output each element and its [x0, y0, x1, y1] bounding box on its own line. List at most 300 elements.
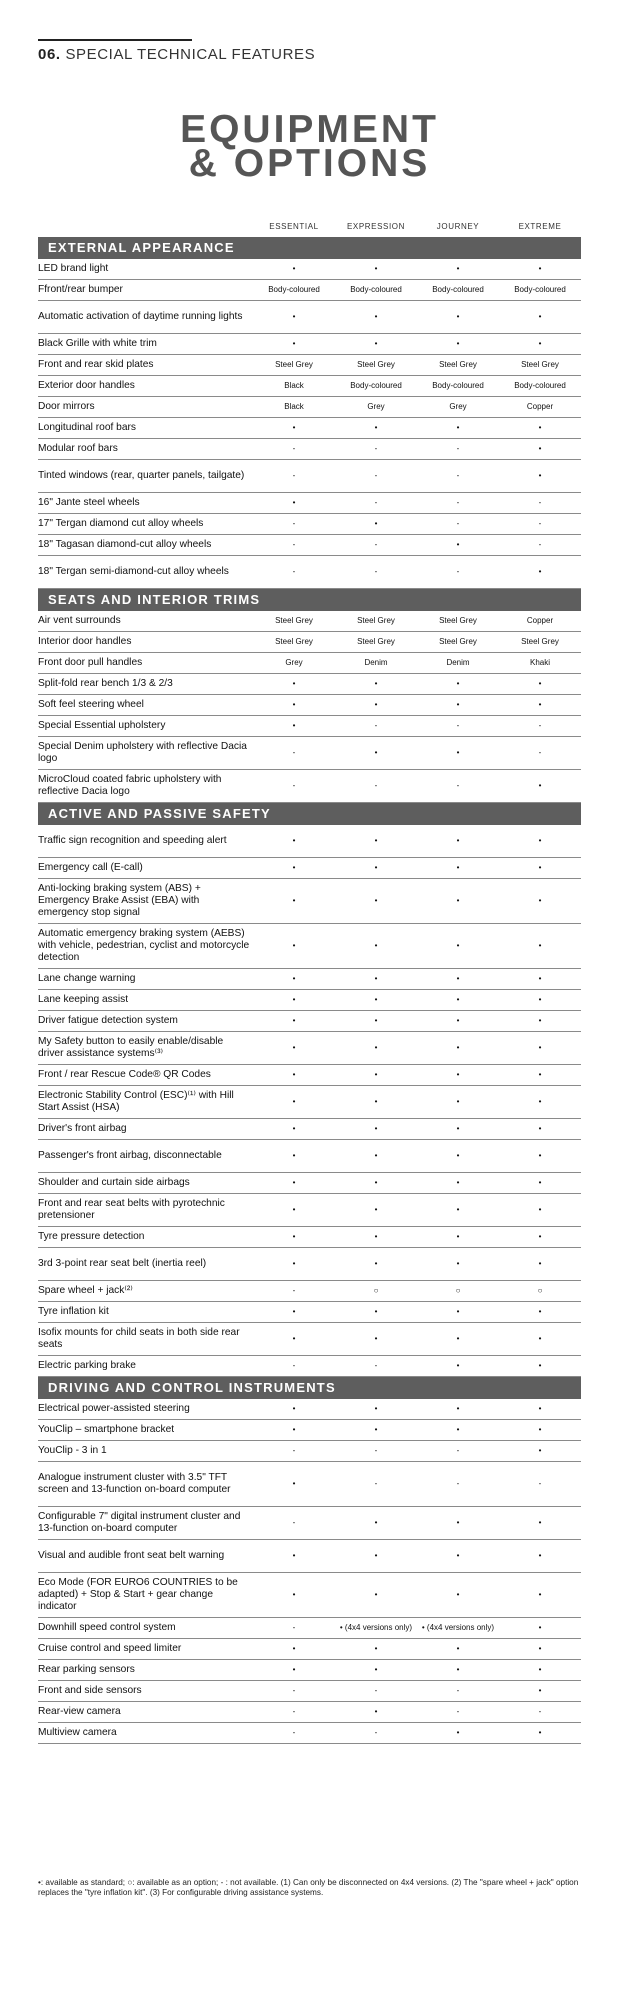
cell-expression: • — [374, 748, 378, 757]
cell-essential: • — [292, 1232, 296, 1241]
table-row — [38, 1462, 581, 1507]
page-title-line1: EQUIPMENT — [180, 108, 439, 151]
cell-essential: • — [292, 339, 296, 348]
cell-journey: - — [456, 1446, 460, 1455]
row-label: Special Denim upholstery with reflective Dacia logo — [38, 741, 247, 764]
cell-journey: - — [456, 721, 460, 730]
cell-journey: • — [456, 1178, 460, 1187]
cell-expression: - — [374, 1479, 378, 1488]
table-row — [38, 632, 581, 653]
cell-expression: • — [374, 1232, 378, 1241]
cell-expression: • — [374, 1707, 378, 1716]
cell-journey: • — [456, 1016, 460, 1025]
cell-extreme: • — [538, 1070, 542, 1079]
cell-expression: • — [374, 896, 378, 905]
cell-expression: • — [374, 1097, 378, 1106]
cell-journey: Steel Grey — [439, 360, 477, 369]
cell-expression: • — [374, 863, 378, 872]
table-row — [38, 1281, 581, 1302]
column-header-expression: EXPRESSION — [346, 222, 405, 231]
cell-expression: • — [374, 836, 378, 845]
section-number: 06. — [38, 46, 61, 63]
table-row — [38, 653, 581, 674]
table-row — [38, 695, 581, 716]
cell-extreme: - — [538, 748, 542, 757]
table-row — [38, 280, 581, 301]
row-label: Front and side sensors — [38, 1685, 142, 1696]
row-label: Black Grille with white trim — [38, 338, 157, 349]
table-row — [38, 1420, 581, 1441]
cell-journey: - — [456, 471, 460, 480]
row-label: Multiview camera — [38, 1727, 117, 1738]
cell-expression: • — [374, 1124, 378, 1133]
cell-extreme: Steel Grey — [521, 360, 559, 369]
cell-essential: - — [292, 519, 296, 528]
cell-extreme: - — [538, 498, 542, 507]
table-row — [38, 355, 581, 376]
cell-extreme: • — [538, 1590, 542, 1599]
table-row — [38, 1248, 581, 1281]
row-label: Analogue instrument cluster with 3.5" TFT screen and 13-function on-board computer — [38, 1472, 231, 1495]
cell-journey: Grey — [449, 402, 467, 411]
cell-journey: • — [456, 700, 460, 709]
cell-journey: • — [456, 312, 460, 321]
cell-extreme: • — [538, 423, 542, 432]
category-header: EXTERNAL APPEARANCE — [38, 237, 581, 259]
row-label: Visual and audible front seat belt warning — [38, 1550, 225, 1561]
row-label: Eco Mode (FOR EURO6 COUNTRIES to be adapted) + Stop & Start + gear change indicator — [38, 1577, 238, 1612]
cell-expression: • — [374, 700, 378, 709]
cell-extreme: • — [538, 700, 542, 709]
row-label: Door mirrors — [38, 401, 95, 412]
cell-essential: Black — [284, 381, 304, 390]
cell-extreme: • — [538, 264, 542, 273]
table-row — [38, 924, 581, 969]
cell-journey: ○ — [455, 1286, 461, 1295]
cell-journey: • (4x4 versions only) — [421, 1623, 495, 1632]
cell-expression: - — [374, 471, 378, 480]
cell-journey: - — [456, 567, 460, 576]
row-label: YouClip - 3 in 1 — [38, 1445, 107, 1456]
table-row — [38, 556, 581, 589]
table-row — [38, 969, 581, 990]
cell-essential: • — [292, 941, 296, 950]
cell-journey: • — [456, 679, 460, 688]
table-row — [38, 1086, 581, 1119]
cell-extreme: • — [538, 1205, 542, 1214]
table-row — [38, 990, 581, 1011]
cell-journey: - — [456, 444, 460, 453]
cell-essential: • — [292, 1644, 296, 1653]
cell-journey: • — [456, 1518, 460, 1527]
table-row — [38, 1323, 581, 1356]
cell-journey: • — [456, 995, 460, 1004]
row-label: Special Essential upholstery — [38, 720, 166, 731]
cell-extreme: - — [538, 1479, 542, 1488]
table-row — [38, 1032, 581, 1065]
cell-expression: - — [374, 1446, 378, 1455]
row-label: Air vent surrounds — [38, 615, 121, 626]
cell-extreme: • — [538, 1124, 542, 1133]
row-label: Tyre inflation kit — [38, 1306, 109, 1317]
row-label: 3rd 3-point rear seat belt (inertia reel) — [38, 1258, 207, 1269]
cell-extreme: • — [538, 1016, 542, 1025]
row-label: Traffic sign recognition and speeding alert — [38, 835, 227, 846]
cell-essential: • — [292, 896, 296, 905]
table-row — [38, 879, 581, 924]
cell-extreme: • — [538, 444, 542, 453]
row-label: LED brand light — [38, 263, 109, 274]
cell-extreme: • — [538, 1425, 542, 1434]
cell-journey: • — [456, 1124, 460, 1133]
cell-essential: - — [292, 1623, 296, 1632]
cell-journey: • — [456, 540, 460, 549]
cell-journey: • — [456, 1259, 460, 1268]
category-header: SEATS AND INTERIOR TRIMS — [38, 589, 581, 611]
table-row — [38, 858, 581, 879]
cell-expression: • — [374, 1259, 378, 1268]
row-label: Passenger's front airbag, disconnectable — [38, 1150, 222, 1161]
cell-extreme: • — [538, 679, 542, 688]
row-label: 18" Tagasan diamond-cut alloy wheels — [38, 539, 212, 550]
cell-essential: • — [292, 1097, 296, 1106]
table-row — [38, 770, 581, 803]
row-label: 18" Tergan semi-diamond-cut alloy wheels — [38, 566, 229, 577]
cell-expression: • — [374, 1334, 378, 1343]
cell-journey: • — [456, 1590, 460, 1599]
table-row — [38, 439, 581, 460]
cell-essential: - — [292, 540, 296, 549]
row-label: Front and rear skid plates — [38, 359, 154, 370]
table-row — [38, 1302, 581, 1323]
cell-journey: - — [456, 1686, 460, 1695]
table-row — [38, 493, 581, 514]
cell-essential: • — [292, 1070, 296, 1079]
table-row — [38, 737, 581, 770]
table-row — [38, 1119, 581, 1140]
cell-journey: Steel Grey — [439, 616, 477, 625]
cell-essential: • — [292, 423, 296, 432]
cell-essential: - — [292, 1686, 296, 1695]
cell-extreme: ○ — [537, 1286, 543, 1295]
table-row — [38, 1723, 581, 1744]
cell-essential: - — [292, 444, 296, 453]
row-label: Electric parking brake — [38, 1360, 136, 1371]
cell-extreme: Body-coloured — [514, 381, 566, 390]
row-label: 16" Jante steel wheels — [38, 497, 140, 508]
cell-extreme: • — [538, 339, 542, 348]
table-row — [38, 1173, 581, 1194]
table-row — [38, 1639, 581, 1660]
table-row — [38, 1507, 581, 1540]
cell-essential: Steel Grey — [275, 616, 313, 625]
cell-expression: - — [374, 721, 378, 730]
header-rule — [38, 39, 192, 41]
row-label: Electrical power-assisted steering — [38, 1403, 190, 1414]
cell-extreme: • — [538, 1043, 542, 1052]
cell-essential: Body-coloured — [268, 285, 320, 294]
cell-journey: Steel Grey — [439, 637, 477, 646]
cell-extreme: • — [538, 471, 542, 480]
cell-expression: • — [374, 941, 378, 950]
cell-extreme: - — [538, 540, 542, 549]
row-label: Electronic Stability Control (ESC)⁽¹⁾ with Hill Start Assist (HSA) — [38, 1090, 234, 1113]
cell-expression: • — [374, 974, 378, 983]
row-label: Spare wheel + jack⁽²⁾ — [38, 1285, 133, 1296]
row-label: Front and rear seat belts with pyrotechnic pretensioner — [38, 1198, 225, 1221]
table-row — [38, 1140, 581, 1173]
table-row — [38, 259, 581, 280]
table-row — [38, 716, 581, 737]
page-title-line2: & OPTIONS — [188, 142, 431, 185]
cell-essential: • — [292, 1124, 296, 1133]
cell-expression: • — [374, 1551, 378, 1560]
cell-extreme: • — [538, 1097, 542, 1106]
row-label: Modular roof bars — [38, 443, 118, 454]
cell-journey: • — [456, 896, 460, 905]
table-row — [38, 825, 581, 858]
row-label: Isofix mounts for child seats in both side rear seats — [38, 1327, 240, 1350]
cell-journey: - — [456, 498, 460, 507]
row-label: Longitudinal roof bars — [38, 422, 136, 433]
table-row — [38, 1194, 581, 1227]
cell-extreme: • — [538, 974, 542, 983]
table-row — [38, 674, 581, 695]
cell-extreme: • — [538, 1307, 542, 1316]
row-label: Cruise control and speed limiter — [38, 1643, 182, 1654]
cell-extreme: • — [538, 1151, 542, 1160]
table-row — [38, 1399, 581, 1420]
row-label: Driver fatigue detection system — [38, 1015, 178, 1026]
cell-extreme: Copper — [526, 402, 554, 411]
cell-extreme: Khaki — [529, 658, 550, 667]
cell-expression: • — [374, 1404, 378, 1413]
cell-essential: - — [292, 567, 296, 576]
cell-extreme: • — [538, 1178, 542, 1187]
cell-journey: • — [456, 1361, 460, 1370]
table-row — [38, 1681, 581, 1702]
cell-expression: • — [374, 995, 378, 1004]
cell-extreme: • — [538, 1728, 542, 1737]
footnote: •: available as standard; ○: available as an option; - : not available. (1) Can only be disconnected on 4x4 versions. (2) The "spare wheel + jack" option replaces the "tyre inflation kit". (3) For configurable driving assistance systems. — [38, 1878, 579, 1897]
cell-essential: • — [292, 995, 296, 1004]
cell-expression: • — [374, 423, 378, 432]
cell-expression: • — [374, 1178, 378, 1187]
column-header-essential: ESSENTIAL — [269, 222, 319, 231]
cell-journey: • — [456, 836, 460, 845]
cell-extreme: • — [538, 896, 542, 905]
table-row — [38, 514, 581, 535]
cell-expression: - — [374, 444, 378, 453]
cell-extreme: • — [538, 312, 542, 321]
category-header: ACTIVE AND PASSIVE SAFETY — [38, 803, 581, 825]
table-row — [38, 1660, 581, 1681]
row-label: Driver's front airbag — [38, 1123, 127, 1134]
cell-expression: - — [374, 1686, 378, 1695]
cell-essential: • — [292, 1479, 296, 1488]
table-row — [38, 1702, 581, 1723]
cell-essential: • — [292, 1590, 296, 1599]
cell-essential: • — [292, 1151, 296, 1160]
table-row — [38, 334, 581, 355]
cell-extreme: • — [538, 941, 542, 950]
cell-essential: - — [292, 1361, 296, 1370]
cell-journey: • — [456, 423, 460, 432]
cell-expression: Grey — [367, 402, 385, 411]
cell-expression: • — [374, 1665, 378, 1674]
table-row — [38, 611, 581, 632]
cell-essential: - — [292, 1707, 296, 1716]
cell-expression: • — [374, 1590, 378, 1599]
row-label: Front / rear Rescue Code® QR Codes — [38, 1069, 211, 1080]
row-label: Split-fold rear bench 1/3 & 2/3 — [38, 678, 173, 689]
table-row — [38, 301, 581, 334]
cell-extreme: • — [538, 1446, 542, 1455]
cell-extreme: • — [538, 863, 542, 872]
section-title: SPECIAL TECHNICAL FEATURES — [65, 46, 316, 63]
cell-essential: Grey — [285, 658, 303, 667]
cell-journey: • — [456, 1551, 460, 1560]
row-label: MicroCloud coated fabric upholstery with reflective Dacia logo — [38, 774, 222, 797]
row-label: Soft feel steering wheel — [38, 699, 144, 710]
cell-extreme: • — [538, 1518, 542, 1527]
row-label: Front door pull handles — [38, 657, 143, 668]
column-header-journey: JOURNEY — [436, 222, 480, 231]
cell-essential: • — [292, 312, 296, 321]
cell-journey: • — [456, 1070, 460, 1079]
cell-essential: • — [292, 1259, 296, 1268]
cell-extreme: • — [538, 995, 542, 1004]
cell-expression: • — [374, 1016, 378, 1025]
cell-expression: • — [374, 1205, 378, 1214]
cell-essential: Black — [284, 402, 304, 411]
row-label: Emergency call (E-call) — [38, 862, 143, 873]
cell-journey: - — [456, 781, 460, 790]
cell-extreme: • — [538, 1686, 542, 1695]
cell-journey: • — [456, 1334, 460, 1343]
row-label: Tinted windows (rear, quarter panels, tailgate) — [38, 470, 245, 481]
cell-expression: Denim — [364, 658, 388, 667]
cell-essential: - — [292, 471, 296, 480]
cell-journey: - — [456, 1707, 460, 1716]
row-label: Configurable 7" digital instrument cluster and 13-function on-board computer — [38, 1511, 241, 1534]
cell-journey: • — [456, 1097, 460, 1106]
cell-expression: Body-coloured — [350, 285, 402, 294]
cell-journey: • — [456, 264, 460, 273]
cell-journey: • — [456, 1232, 460, 1241]
row-label: Shoulder and curtain side airbags — [38, 1177, 190, 1188]
row-label: Tyre pressure detection — [38, 1231, 145, 1242]
cell-extreme: • — [538, 1259, 542, 1268]
cell-extreme: • — [538, 1334, 542, 1343]
cell-extreme: • — [538, 567, 542, 576]
row-label: Ffront/rear bumper — [38, 284, 123, 295]
cell-journey: • — [456, 1307, 460, 1316]
table-row — [38, 1441, 581, 1462]
cell-extreme: • — [538, 1361, 542, 1370]
cell-journey: • — [456, 974, 460, 983]
table-row — [38, 535, 581, 556]
cell-expression: • — [374, 679, 378, 688]
row-label: YouClip – smartphone bracket — [38, 1424, 175, 1435]
cell-expression: - — [374, 1728, 378, 1737]
cell-essential: Steel Grey — [275, 637, 313, 646]
cell-extreme: - — [538, 519, 542, 528]
cell-essential: • — [292, 974, 296, 983]
cell-journey: • — [456, 1644, 460, 1653]
cell-journey: • — [456, 1665, 460, 1674]
cell-expression: • — [374, 312, 378, 321]
cell-essential: • — [292, 863, 296, 872]
cell-essential: • — [292, 1404, 296, 1413]
cell-expression: • — [374, 1151, 378, 1160]
cell-extreme: • — [538, 1404, 542, 1413]
cell-journey: Denim — [446, 658, 470, 667]
cell-journey: • — [456, 339, 460, 348]
cell-expression: - — [374, 540, 378, 549]
table-row — [38, 418, 581, 439]
row-label: My Safety button to easily enable/disable driver assistance systems⁽³⁾ — [38, 1036, 224, 1059]
table-row — [38, 1227, 581, 1248]
cell-expression: • — [374, 1425, 378, 1434]
cell-essential: • — [292, 679, 296, 688]
cell-expression: • (4x4 versions only) — [339, 1623, 413, 1632]
row-label: Lane change warning — [38, 973, 136, 984]
row-label: 17" Tergan diamond cut alloy wheels — [38, 518, 204, 529]
row-label: Downhill speed control system — [38, 1622, 176, 1633]
category-header: DRIVING AND CONTROL INSTRUMENTS — [38, 1377, 581, 1399]
cell-journey: Body-coloured — [432, 285, 484, 294]
cell-essential: • — [292, 836, 296, 845]
cell-journey: • — [456, 1728, 460, 1737]
column-header-extreme: EXTREME — [518, 222, 562, 231]
row-label: Interior door handles — [38, 636, 132, 647]
cell-expression: • — [374, 1043, 378, 1052]
cell-expression: • — [374, 519, 378, 528]
cell-expression: - — [374, 1361, 378, 1370]
table-row — [38, 397, 581, 418]
cell-extreme: • — [538, 1623, 542, 1632]
cell-journey: Body-coloured — [432, 381, 484, 390]
cell-expression: Steel Grey — [357, 616, 395, 625]
cell-extreme: • — [538, 781, 542, 790]
cell-essential: • — [292, 1043, 296, 1052]
cell-expression: - — [374, 567, 378, 576]
cell-essential: - — [292, 1446, 296, 1455]
cell-essential: • — [292, 721, 296, 730]
cell-essential: • — [292, 1307, 296, 1316]
cell-expression: • — [374, 1307, 378, 1316]
row-label: Automatic emergency braking system (AEBS) with vehicle, pedestrian, cyclist and motorcycle detection — [38, 928, 250, 963]
cell-journey: • — [456, 1425, 460, 1434]
cell-essential: • — [292, 1334, 296, 1343]
table-row — [38, 376, 581, 397]
table-row — [38, 1011, 581, 1032]
cell-essential: • — [292, 1016, 296, 1025]
row-label: Rear-view camera — [38, 1706, 121, 1717]
table-row — [38, 1618, 581, 1639]
row-label: Rear parking sensors — [38, 1664, 135, 1675]
table-row — [38, 1065, 581, 1086]
cell-extreme: • — [538, 1551, 542, 1560]
table-row — [38, 1356, 581, 1377]
cell-essential: • — [292, 1665, 296, 1674]
section-label — [38, 46, 315, 63]
cell-expression: • — [374, 339, 378, 348]
cell-expression: ○ — [373, 1286, 379, 1295]
cell-essential: • — [292, 1205, 296, 1214]
cell-extreme: • — [538, 1644, 542, 1653]
